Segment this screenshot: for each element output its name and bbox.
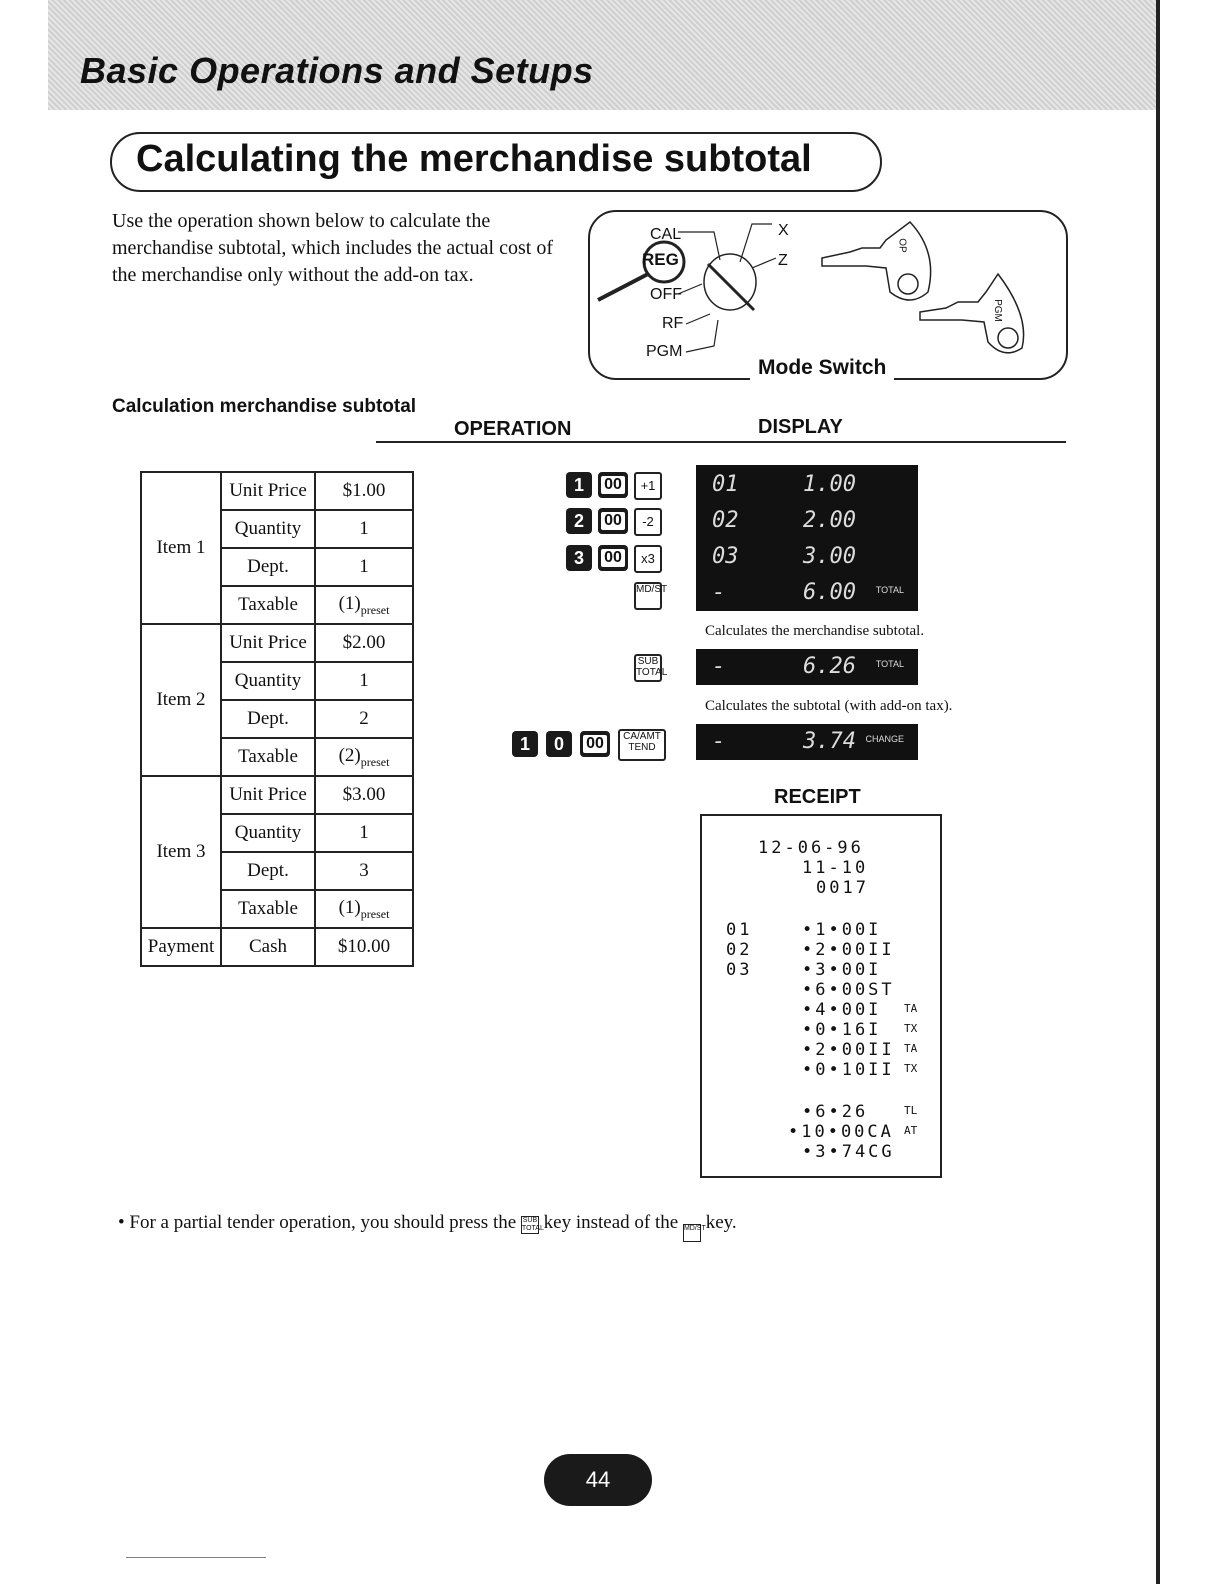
field-value: 2 (315, 700, 413, 738)
md-st-key: MD/ST (634, 582, 662, 610)
receipt-symbol: TX (904, 1022, 918, 1035)
display-row: 03 3.00 (712, 544, 856, 569)
table-row (141, 472, 413, 510)
mode-switch-caption: Mode Switch (750, 356, 894, 380)
field-value: 1 (315, 662, 413, 700)
field-label: Taxable (221, 890, 315, 928)
pos-x: X (778, 222, 789, 239)
receipt-value: •4•00I (802, 1000, 882, 1020)
pointer-line (598, 274, 648, 300)
pos-reg: REG (642, 250, 679, 269)
receipt-symbol: TX (904, 1062, 918, 1075)
dept1-key: +1 (634, 472, 662, 500)
dept2-key: -2 (634, 508, 662, 536)
field-value: $(1)_{preset}$ (315, 586, 413, 624)
page-edge (1156, 0, 1160, 1584)
payment-field: Cash (221, 928, 315, 966)
key-00: 00 (580, 731, 610, 757)
key-1: 1 (512, 731, 538, 757)
field-label: Dept. (221, 852, 315, 890)
page-title: Calculating the merchandise subtotal (136, 138, 812, 180)
section-label: Calculation merchandise subtotal (112, 396, 417, 417)
receipt-value: •6•26 (802, 1102, 869, 1122)
subtotal-key: SUB TOTAL (634, 654, 662, 682)
field-label: Quantity (221, 510, 315, 548)
display-2-caption: Calculates the subtotal (with add-on tax). (705, 698, 953, 714)
display-3: - 3.74 CHANGE (696, 724, 918, 760)
intro-text: Use the operation shown below to calculate the merchandise subtotal, which includes the actual cost of the merchandise only without the add-on tax. (112, 210, 553, 286)
receipt-value: •10•00CA (788, 1122, 894, 1142)
receipt (700, 814, 942, 1178)
display-row: - 6.00 TOTAL (712, 580, 904, 605)
field-value: $1.00 (315, 472, 413, 510)
display-2: - 6.26 TOTAL (696, 649, 918, 685)
key-00: 00 (598, 508, 628, 534)
operation-heading: OPERATION (454, 418, 572, 440)
receipt-value: •0•10II (802, 1060, 895, 1080)
pgm-key (920, 274, 1024, 353)
receipt-value: •2•00II (802, 1040, 895, 1060)
key-00: 00 (598, 472, 628, 498)
table-row (141, 624, 413, 662)
field-label: Unit Price (221, 472, 315, 510)
field-value: 1 (315, 548, 413, 586)
item-name: Item 2 (141, 624, 221, 776)
receipt-heading: RECEIPT (774, 786, 861, 808)
display-row: 01 1.00 (712, 472, 856, 497)
receipt-value: •6•00ST (802, 980, 895, 1000)
op-key-label: OP (896, 238, 908, 253)
table-row (141, 928, 413, 966)
field-value: $2.00 (315, 624, 413, 662)
field-value: $(1)_{preset}$ (315, 890, 413, 928)
receipt-symbol: TA (904, 1002, 918, 1015)
footnote (118, 1212, 737, 1242)
receipt-label: 02 (726, 940, 753, 960)
display-1-caption: Calculates the merchandise subtotal. (705, 623, 925, 639)
note-text: key. (705, 1212, 737, 1233)
note-text: • For a partial tender operation, you should press the (118, 1212, 517, 1233)
field-label: Quantity (221, 662, 315, 700)
dial (704, 254, 756, 310)
field-label: Unit Price (221, 776, 315, 814)
receipt-value: •3•00I (802, 960, 882, 980)
display-row: 02 2.00 (712, 508, 856, 533)
receipt-value: •2•00II (802, 940, 895, 960)
display-1 (696, 465, 918, 611)
pos-off: OFF (650, 286, 682, 303)
payment-value: $10.00 (315, 928, 413, 966)
receipt-label: 01 (726, 920, 753, 940)
field-label: Taxable (221, 586, 315, 624)
section-header: Basic Operations and Setups (80, 50, 594, 91)
page-number: 44 (544, 1454, 652, 1506)
key-0: 0 (546, 731, 572, 757)
items-table (140, 471, 414, 967)
receipt-symbol: AT (904, 1124, 918, 1137)
receipt-symbol: TL (904, 1104, 918, 1117)
receipt-date: 12-06-96 (758, 838, 864, 858)
heading-rule (376, 441, 1066, 443)
key-00: 00 (598, 545, 628, 571)
ca-amt-tend-key: CA/AMT TEND (618, 729, 666, 761)
field-label: Unit Price (221, 624, 315, 662)
pos-pgm: PGM (646, 343, 683, 360)
item-name: Item 1 (141, 472, 221, 624)
payment-label: Payment (141, 928, 221, 966)
table-row (141, 776, 413, 814)
field-value: 1 (315, 510, 413, 548)
field-value: $3.00 (315, 776, 413, 814)
receipt-value: •1•00I (802, 920, 882, 940)
receipt-time: 11-10 (802, 858, 869, 878)
key-1: 1 (566, 472, 592, 498)
field-value: 1 (315, 814, 413, 852)
receipt-symbol: TA (904, 1042, 918, 1055)
field-value: 3 (315, 852, 413, 890)
key-3: 3 (566, 545, 592, 571)
field-label: Taxable (221, 738, 315, 776)
pos-z: Z (778, 252, 788, 269)
field-label: Quantity (221, 814, 315, 852)
receipt-value: •3•74CG (802, 1142, 895, 1162)
item-name: Item 3 (141, 776, 221, 928)
display-heading: DISPLAY (758, 416, 843, 438)
key-2: 2 (566, 508, 592, 534)
pgm-key-label: PGM (991, 299, 1003, 322)
receipt-label: 03 (726, 960, 753, 980)
pos-cal: CAL (650, 226, 682, 243)
receipt-value: •0•16I (802, 1020, 882, 1040)
field-label: Dept. (221, 700, 315, 738)
md-st-key-icon: MD/ST (683, 1224, 701, 1242)
note-text: key instead of the (543, 1212, 679, 1233)
op-key (822, 222, 931, 300)
dept3-key: x3 (634, 545, 662, 573)
field-label: Dept. (221, 548, 315, 586)
footer-line (126, 1557, 266, 1558)
field-value: $(2)_{preset}$ (315, 738, 413, 776)
pos-rf: RF (662, 315, 684, 332)
subtotal-key-icon: SUB TOTAL (521, 1217, 544, 1232)
receipt-number: 0017 (816, 878, 869, 898)
